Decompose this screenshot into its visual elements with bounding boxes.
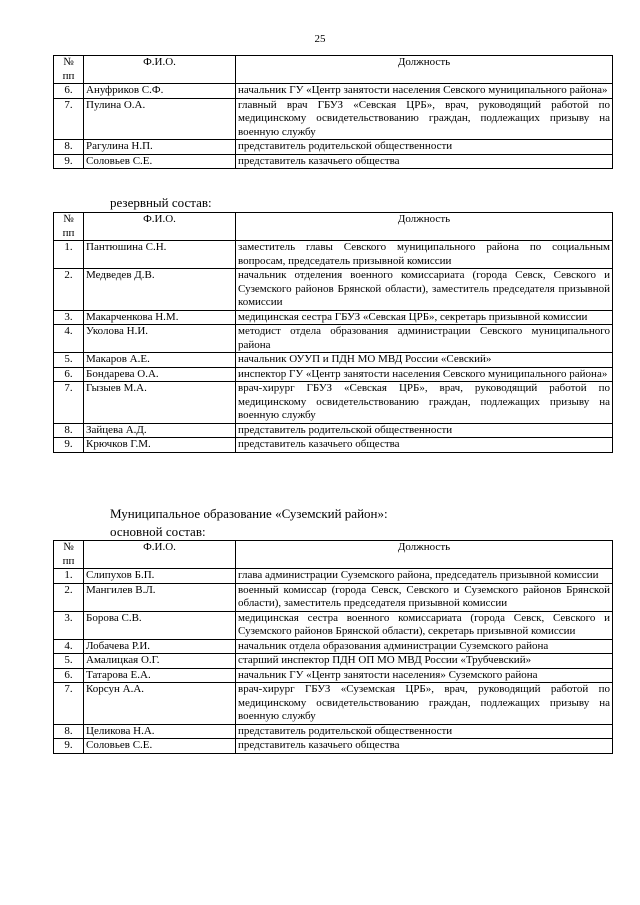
row-number: 8. xyxy=(54,724,84,739)
table-row xyxy=(54,739,613,754)
person-name: Слипухов Б.П. xyxy=(84,569,236,584)
person-name: Гызыев М.А. xyxy=(84,382,236,424)
table-row xyxy=(54,98,613,140)
person-position: представитель родительской общественности xyxy=(236,423,613,438)
page-number: 25 xyxy=(314,33,326,45)
person-name: Макаров А.Е. xyxy=(84,353,236,368)
row-number: 5. xyxy=(54,353,84,368)
person-position: главный врач ГБУЗ «Севская ЦРБ», врач, руководящий работой по медицинскому освидетельствованию граждан, подлежащих призыву на военную службу xyxy=(236,98,613,140)
row-number: 7. xyxy=(54,683,84,725)
row-number: 9. xyxy=(54,154,84,169)
row-number: 8. xyxy=(54,423,84,438)
header-position: Должность xyxy=(236,213,613,241)
person-name: Бондарева О.А. xyxy=(84,367,236,382)
row-number: 9. xyxy=(54,739,84,754)
table-row xyxy=(54,438,613,453)
header-name: Ф.И.О. xyxy=(84,213,236,241)
person-position: методист отдела образования администрации Севского муниципального района xyxy=(236,325,613,353)
table-row xyxy=(54,668,613,683)
row-number: 8. xyxy=(54,140,84,155)
table-row xyxy=(54,325,613,353)
table-row xyxy=(54,154,613,169)
commission-table-suzemka-main xyxy=(53,540,613,754)
row-number: 3. xyxy=(54,310,84,325)
person-name: Соловьев С.Е. xyxy=(84,739,236,754)
person-name: Крючков Г.М. xyxy=(84,438,236,453)
person-name: Медведев Д.В. xyxy=(84,269,236,311)
table-row xyxy=(54,683,613,725)
header-name: Ф.И.О. xyxy=(84,541,236,569)
row-number: 4. xyxy=(54,639,84,654)
row-number: 7. xyxy=(54,98,84,140)
table-row xyxy=(54,654,613,669)
person-position: начальник отдела образования администрации Суземского района xyxy=(236,639,613,654)
table-row xyxy=(54,140,613,155)
person-name: Макарченкова Н.М. xyxy=(84,310,236,325)
commission-table-sevsk-main xyxy=(53,55,613,169)
table-row xyxy=(54,724,613,739)
person-position: начальник ГУ «Центр занятости населения» Суземского района xyxy=(236,668,613,683)
row-number: 1. xyxy=(54,569,84,584)
header-num: № пп xyxy=(54,541,84,569)
person-name: Рагулина Н.П. xyxy=(84,140,236,155)
table-row xyxy=(54,241,613,269)
table-row xyxy=(54,367,613,382)
row-number: 6. xyxy=(54,84,84,99)
person-position: врач-хирург ГБУЗ «Севская ЦРБ», врач, руководящий работой по медицинскому освидетельствованию граждан, подлежащих призыву на военную службу xyxy=(236,382,613,424)
person-position: представитель казачьего общества xyxy=(236,154,613,169)
row-number: 1. xyxy=(54,241,84,269)
person-position: представитель казачьего общества xyxy=(236,739,613,754)
table-header-row xyxy=(54,213,613,241)
person-position: инспектор ГУ «Центр занятости населения Севского муниципального района» xyxy=(236,367,613,382)
person-position: военный комиссар (города Севск, Севского и Суземского районов Брянской области), заместитель председателя призывной комиссии xyxy=(236,583,613,611)
person-name: Ануфриков С.Ф. xyxy=(84,84,236,99)
person-position: представитель казачьего общества xyxy=(236,438,613,453)
row-number: 3. xyxy=(54,611,84,639)
person-position: начальник ОУУП и ПДН МО МВД России «Севский» xyxy=(236,353,613,368)
person-position: глава администрации Суземского района, председатель призывной комиссии xyxy=(236,569,613,584)
person-name: Соловьев С.Е. xyxy=(84,154,236,169)
reserve-heading: резервный состав: xyxy=(110,195,212,210)
person-position: начальник отделения военного комиссариата (города Севск, Севского и Суземского районов Брянской области), заместитель председателя призывной комиссии xyxy=(236,269,613,311)
person-position: врач-хирург ГБУЗ «Суземская ЦРБ», врач, руководящий работой по медицинскому освидетельствованию граждан, подлежащих призыву на военную службу xyxy=(236,683,613,725)
row-number: 9. xyxy=(54,438,84,453)
header-num: № пп xyxy=(54,56,84,84)
table-header-row xyxy=(54,56,613,84)
header-num: № пп xyxy=(54,213,84,241)
person-name: Борова С.В. xyxy=(84,611,236,639)
row-number: 5. xyxy=(54,654,84,669)
municipality-heading: Муниципальное образование «Суземский район»: xyxy=(110,506,388,521)
person-name: Мангилев В.Л. xyxy=(84,583,236,611)
table-row xyxy=(54,353,613,368)
table-row xyxy=(54,611,613,639)
person-position: старший инспектор ПДН ОП МО МВД России «Трубчевский» xyxy=(236,654,613,669)
person-name: Татарова Е.А. xyxy=(84,668,236,683)
table-row xyxy=(54,382,613,424)
header-name: Ф.И.О. xyxy=(84,56,236,84)
table-row xyxy=(54,583,613,611)
person-name: Пулина О.А. xyxy=(84,98,236,140)
row-number: 7. xyxy=(54,382,84,424)
person-position: представитель родительской общественности xyxy=(236,724,613,739)
person-name: Целикова Н.А. xyxy=(84,724,236,739)
person-name: Амалицкая О.Г. xyxy=(84,654,236,669)
row-number: 2. xyxy=(54,583,84,611)
header-position: Должность xyxy=(236,541,613,569)
person-name: Уколова Н.И. xyxy=(84,325,236,353)
table-row xyxy=(54,269,613,311)
person-name: Лобачева Р.И. xyxy=(84,639,236,654)
main-composition-heading: основной состав: xyxy=(110,524,206,539)
table-row xyxy=(54,310,613,325)
table-row xyxy=(54,423,613,438)
person-position: медицинская сестра ГБУЗ «Севская ЦРБ», секретарь призывной комиссии xyxy=(236,310,613,325)
person-position: представитель родительской общественности xyxy=(236,140,613,155)
header-position: Должность xyxy=(236,56,613,84)
person-position: медицинская сестра военного комиссариата (города Севск, Севского и Суземского районов Брянской области), секретарь призывной комиссии xyxy=(236,611,613,639)
commission-table-sevsk-reserve xyxy=(53,212,613,453)
person-name: Зайцева А.Д. xyxy=(84,423,236,438)
table-row xyxy=(54,84,613,99)
row-number: 6. xyxy=(54,367,84,382)
row-number: 2. xyxy=(54,269,84,311)
table-header-row xyxy=(54,541,613,569)
row-number: 6. xyxy=(54,668,84,683)
person-name: Корсун А.А. xyxy=(84,683,236,725)
row-number: 4. xyxy=(54,325,84,353)
person-position: заместитель главы Севского муниципального района по социальным вопросам, председатель призывной комиссии xyxy=(236,241,613,269)
table-row xyxy=(54,569,613,584)
person-position: начальник ГУ «Центр занятости населения Севского муниципального района» xyxy=(236,84,613,99)
person-name: Пантюшина С.Н. xyxy=(84,241,236,269)
table-row xyxy=(54,639,613,654)
